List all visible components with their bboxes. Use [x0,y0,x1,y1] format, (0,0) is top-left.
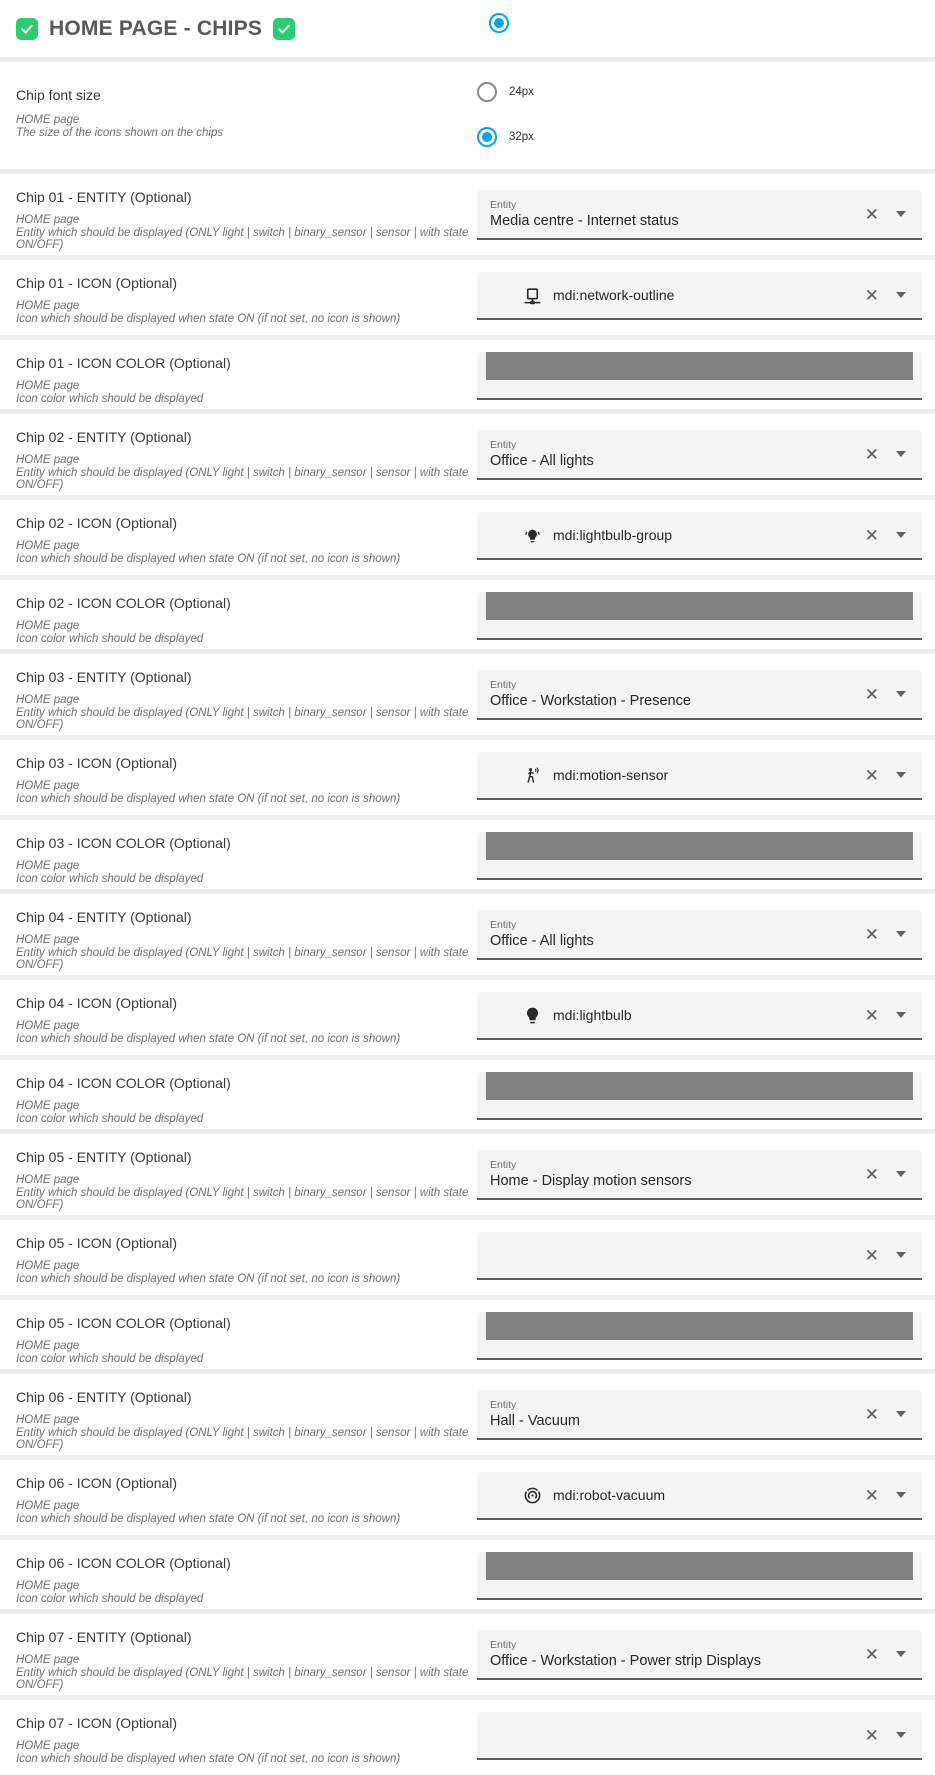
field-value: mdi:lightbulb-group [553,526,673,543]
clear-icon[interactable]: ✕ [864,1485,879,1505]
lightbulb-group-icon [523,526,542,545]
config-row-entity [0,1134,935,1215]
setting-subtitle: HOME page [16,300,80,312]
setting-subtitle: HOME page [16,1500,80,1512]
setting-description: Entity which should be displayed (ONLY light | switch | binary_sensor | sensor | with state ON/OFF) [16,706,469,731]
field-controls [865,1007,922,1024]
field-value: Office - Workstation - Presence [490,693,691,709]
check-mark-icon [273,18,295,40]
field-value: Home - Display motion sensors [490,1173,692,1189]
setting-subtitle: HOME page [16,1740,80,1752]
config-row-entity [0,1374,935,1455]
header-radio[interactable] [489,13,509,33]
field-content [477,917,865,951]
clear-icon[interactable]: ✕ [864,285,879,305]
field-content [477,526,865,545]
robot-vacuum-icon [523,1486,542,1505]
clear-icon[interactable]: ✕ [864,1164,879,1184]
setting-title: Chip 04 - ICON (Optional) [16,995,178,1011]
config-row-entity [0,1614,935,1695]
setting-title: Chip 02 - ENTITY (Optional) [16,429,192,445]
config-row-icon [0,1220,935,1295]
clear-icon[interactable]: ✕ [864,204,879,224]
setting-subtitle: HOME page [16,454,80,466]
setting-description: Entity which should be displayed (ONLY light | switch | binary_sensor | sensor | with state ON/OFF) [16,1426,469,1451]
caret-down-icon[interactable] [896,691,906,697]
entity-field[interactable] [477,1630,922,1680]
setting-description: Icon which should be displayed when state ON (if not set, no icon is shown) [16,1752,401,1765]
setting-title: Chip 03 - ICON COLOR (Optional) [16,835,231,851]
field-floating-label: Entity [490,439,517,451]
setting-title: Chip 03 - ENTITY (Optional) [16,669,192,685]
icon-field[interactable] [477,272,922,320]
color-field[interactable] [477,1312,922,1360]
entity-field[interactable] [477,1150,922,1200]
setting-subtitle: HOME page [16,1174,80,1186]
page-title: HOME PAGE - CHIPS [49,16,263,40]
caret-down-icon[interactable] [896,772,906,778]
entity-field[interactable] [477,1390,922,1440]
setting-description: Entity which should be displayed (ONLY light | switch | binary_sensor | sensor | with state ON/OFF) [16,1666,469,1691]
setting-subtitle: HOME page [16,620,80,632]
field-controls [865,446,922,463]
setting-title: Chip 04 - ENTITY (Optional) [16,909,192,925]
motion-sensor-icon [523,766,542,785]
field-value: Office - All lights [490,453,594,469]
setting-description: The size of the icons shown on the chips [16,126,224,139]
setting-subtitle: HOME page [16,1654,80,1666]
field-floating-label: Entity [490,1399,517,1411]
setting-subtitle: HOME page [16,860,80,872]
field-floating-label: Entity [490,919,517,931]
setting-description: Entity which should be displayed (ONLY light | switch | binary_sensor | sensor | with state ON/OFF) [16,1186,469,1211]
clear-icon[interactable]: ✕ [864,444,879,464]
caret-down-icon[interactable] [896,211,906,217]
field-value: mdi:motion-sensor [553,766,669,783]
config-row-entity [0,174,935,255]
config-row-icon [0,740,935,815]
field-floating-label: Entity [490,1639,517,1651]
entity-field[interactable] [477,190,922,240]
setting-subtitle: HOME page [16,694,80,706]
setting-description: Icon color which should be displayed [16,392,204,405]
config-row-icon [0,1460,935,1535]
setting-title: Chip 05 - ICON COLOR (Optional) [16,1315,231,1331]
setting-title: Chip 06 - ICON (Optional) [16,1475,178,1491]
config-row-color [0,340,935,409]
setting-description: Icon which should be displayed when state ON (if not set, no icon is shown) [16,552,401,565]
clear-icon[interactable]: ✕ [864,924,879,944]
color-swatch[interactable] [486,352,913,380]
radio-label: 24px [509,86,534,98]
field-content [477,437,865,471]
caret-down-icon[interactable] [896,1492,906,1498]
field-value: Office - All lights [490,933,594,949]
icon-field[interactable] [477,1712,922,1760]
field-content [477,766,865,785]
field-content [477,1637,865,1671]
color-field[interactable] [477,1072,922,1120]
field-controls [865,1247,922,1264]
caret-down-icon[interactable] [896,1411,906,1417]
config-row-icon [0,500,935,575]
field-content [477,1006,865,1025]
field-controls [865,1166,922,1183]
config-row-icon [0,1700,935,1775]
config-row-entity [0,654,935,735]
chip-font-size-row [0,62,935,169]
field-floating-label: Entity [490,1159,517,1171]
field-value: Media centre - Internet status [490,213,679,229]
setting-subtitle: HOME page [16,1414,80,1426]
radio-icon[interactable] [477,82,497,102]
field-controls [865,1406,922,1423]
color-field[interactable] [477,832,922,880]
font-size-option-24px[interactable] [477,82,922,102]
radio-icon[interactable] [477,127,497,147]
setting-description: Icon color which should be displayed [16,872,204,885]
config-row-color [0,1540,935,1609]
setting-description: Icon which should be displayed when state ON (if not set, no icon is shown) [16,312,401,325]
field-controls [865,767,922,784]
field-controls [865,527,922,544]
field-controls [865,206,922,223]
setting-description: Icon which should be displayed when state ON (if not set, no icon is shown) [16,1512,401,1525]
clear-icon[interactable]: ✕ [864,765,879,785]
page-header [0,0,935,57]
setting-subtitle: HOME page [16,780,80,792]
caret-down-icon[interactable] [896,1651,906,1657]
field-value: Office - Workstation - Power strip Displays [490,1653,762,1669]
setting-description: Entity which should be displayed (ONLY light | switch | binary_sensor | sensor | with state ON/OFF) [16,226,469,251]
color-swatch[interactable] [486,1552,913,1580]
entity-field[interactable] [477,430,922,480]
clear-icon[interactable]: ✕ [864,1245,879,1265]
field-controls [865,926,922,943]
setting-title: Chip 02 - ICON (Optional) [16,515,178,531]
font-size-option-32px[interactable] [477,127,922,147]
chip-config-rows [0,174,935,1775]
color-field[interactable] [477,1552,922,1600]
setting-subtitle: HOME page [16,1020,80,1032]
field-content [477,1486,865,1505]
clear-icon[interactable]: ✕ [864,1005,879,1025]
setting-title: Chip 07 - ENTITY (Optional) [16,1629,192,1645]
icon-field[interactable] [477,512,922,560]
setting-subtitle: HOME page [16,1100,80,1112]
setting-title: Chip 01 - ICON (Optional) [16,275,178,291]
caret-down-icon[interactable] [896,1012,906,1018]
field-value: mdi:network-outline [553,286,675,303]
setting-subtitle: HOME page [16,934,80,946]
setting-description: Icon color which should be displayed [16,1592,204,1605]
setting-subtitle: HOME page [16,114,80,126]
setting-title: Chip 01 - ICON COLOR (Optional) [16,355,231,371]
config-row-entity [0,894,935,975]
field-controls [865,1487,922,1504]
config-row-icon [0,260,935,335]
setting-title: Chip 04 - ICON COLOR (Optional) [16,1075,231,1091]
field-value: mdi:lightbulb [553,1006,632,1023]
setting-subtitle: HOME page [16,1340,80,1352]
field-floating-label: Entity [490,199,517,211]
setting-title: Chip 07 - ICON (Optional) [16,1715,178,1731]
setting-description: Icon color which should be displayed [16,632,204,645]
check-mark-icon [16,18,38,40]
setting-title: Chip 01 - ENTITY (Optional) [16,189,192,205]
field-controls [865,1727,922,1744]
color-swatch[interactable] [486,832,913,860]
field-content [477,1397,865,1431]
caret-down-icon[interactable] [896,1171,906,1177]
field-content [477,677,865,711]
color-swatch[interactable] [486,592,913,620]
clear-icon[interactable]: ✕ [864,684,879,704]
icon-field[interactable] [477,752,922,800]
setting-title: Chip 06 - ICON COLOR (Optional) [16,1555,231,1571]
setting-subtitle: HOME page [16,380,80,392]
setting-title: Chip 03 - ICON (Optional) [16,755,178,771]
config-row-color [0,1060,935,1129]
font-size-options [463,62,922,169]
setting-description: Icon which should be displayed when state ON (if not set, no icon is shown) [16,1032,401,1045]
clear-icon[interactable]: ✕ [864,1725,879,1745]
setting-description: Icon which should be displayed when state ON (if not set, no icon is shown) [16,1272,401,1285]
setting-title: Chip 05 - ICON (Optional) [16,1235,178,1251]
setting-description: Icon color which should be displayed [16,1112,204,1125]
color-swatch[interactable] [486,1312,913,1340]
caret-down-icon[interactable] [896,1252,906,1258]
lightbulb-icon [523,1006,542,1025]
clear-icon[interactable]: ✕ [864,1644,879,1664]
caret-down-icon[interactable] [896,451,906,457]
entity-field[interactable] [477,910,922,960]
color-swatch[interactable] [486,1072,913,1100]
field-value: Hall - Vacuum [490,1413,580,1429]
setting-description: Entity which should be displayed (ONLY light | switch | binary_sensor | sensor | with state ON/OFF) [16,946,469,971]
setting-title: Chip 06 - ENTITY (Optional) [16,1389,192,1405]
setting-subtitle: HOME page [16,1260,80,1272]
setting-subtitle: HOME page [16,1580,80,1592]
color-field[interactable] [477,592,922,640]
field-controls [865,686,922,703]
caret-down-icon[interactable] [896,1732,906,1738]
network-outline-icon [523,286,542,305]
config-row-color [0,580,935,649]
setting-title: Chip 05 - ENTITY (Optional) [16,1149,192,1165]
clear-icon[interactable]: ✕ [864,1404,879,1424]
icon-field[interactable] [477,1232,922,1280]
field-floating-label: Entity [490,679,517,691]
radio-label: 32px [509,131,534,143]
config-row-icon [0,980,935,1055]
config-row-color [0,1300,935,1369]
color-field[interactable] [477,352,922,400]
field-controls [865,287,922,304]
field-content [477,286,865,305]
field-value: mdi:robot-vacuum [553,1486,666,1503]
setting-description: Icon color which should be displayed [16,1352,204,1365]
caret-down-icon[interactable] [896,292,906,298]
setting-description: Icon which should be displayed when state ON (if not set, no icon is shown) [16,792,401,805]
entity-field[interactable] [477,670,922,720]
setting-subtitle: HOME page [16,540,80,552]
icon-field[interactable] [477,992,922,1040]
field-content [477,1157,865,1191]
clear-icon[interactable]: ✕ [864,525,879,545]
field-content [477,197,865,231]
config-row-color [0,820,935,889]
setting-title: Chip font size [16,87,101,103]
caret-down-icon[interactable] [896,931,906,937]
config-row-entity [0,414,935,495]
icon-field[interactable] [477,1472,922,1520]
setting-title: Chip 02 - ICON COLOR (Optional) [16,595,231,611]
setting-description: Entity which should be displayed (ONLY light | switch | binary_sensor | sensor | with state ON/OFF) [16,466,469,491]
field-controls [865,1646,922,1663]
caret-down-icon[interactable] [896,532,906,538]
setting-subtitle: HOME page [16,214,80,226]
